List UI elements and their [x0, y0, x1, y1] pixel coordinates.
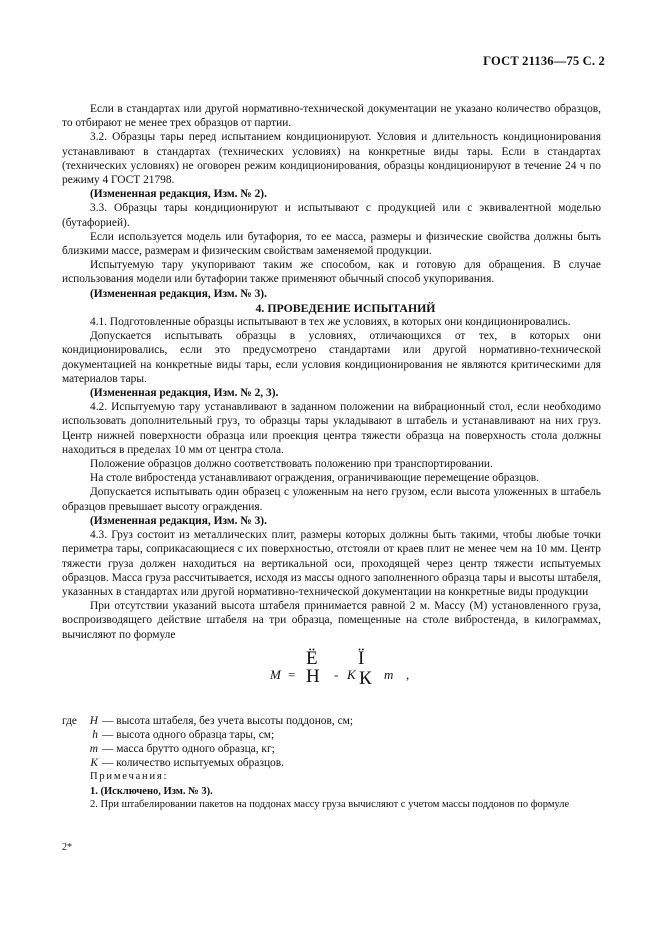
legend-row: [62, 714, 601, 728]
paragraph: Положение образцов должно соответствовать положению при транспортировании.: [90, 458, 493, 471]
edition-note: (Измененная редакция, Изм. № 2).: [90, 188, 267, 201]
note-item: 2. При штабелировании пакетов на поддонах массу груза вычисляют с учетом массы поддонов по формуле: [90, 798, 570, 810]
paragraph: Испытуемую тару укупоривают таким же способом, как и готовую для обращения. В случае использования модели или бутафории также применяют обычный способ укупоривания.: [62, 259, 601, 286]
formula-k: K: [347, 666, 356, 682]
formula-glyph-top: Ё: [306, 647, 315, 669]
formula-m: m: [384, 666, 394, 682]
page-header: ГОСТ 21136—75 С. 2: [483, 54, 605, 68]
document-body: [62, 102, 601, 811]
notes-title: Примечания:: [90, 771, 169, 783]
paragraph: 3.2. Образцы тары перед испытанием кондиционируют. Условия и длительность кондиционирования устанавливают в стандартах (технических условиях) на конкретные виды тары. Если в стандартах (технических условиях) не оговорен режим кондиционирования, образцы кондиционируют в течение 24 ч по режиму 4 ГОСТ 21798.: [62, 131, 601, 187]
formula-glyph2-bottom: К: [359, 667, 369, 689]
legend-row: [62, 756, 601, 770]
formula-equals: =: [288, 666, 296, 682]
paragraph: Если в стандартах или другой нормативно-технической документации не указано количество образцов, то отбирают не менее трех образцов от партии.: [62, 103, 601, 130]
legend-var: m: [89, 743, 98, 756]
edition-note: (Измененная редакция, Изм. № 3).: [90, 287, 267, 300]
formula-glyph2-top: Ї: [358, 647, 362, 669]
legend-var: K: [90, 757, 98, 770]
section-title: 4. ПРОВЕДЕНИЕ ИСПЫТАНИЙ: [255, 300, 436, 315]
paragraph: Допускается испытывать один образец с уложенным на него грузом, если высота уложенных в штабель образцов превышает высоту ограждения.: [62, 486, 601, 513]
formula-lhs: M: [270, 666, 281, 682]
legend-desc: — высота штабеля, без учета высоты поддонов, см;: [102, 714, 353, 727]
legend-intro: где: [62, 714, 77, 727]
legend-var: h: [92, 728, 98, 741]
paragraph: Допускается испытывать образцы в условиях, отличающихся от тех, в которых они кондиционировались, если это предусмотрено стандартами или другой нормативно-технической документацией на конкретные виды тары, если условия кондиционирования не являются критическими для материалов тары.: [62, 330, 601, 385]
paragraph: Если используется модель или бутафория, то ее масса, размеры и физические свойства должны быть близкими массе, размерам и физическим свойствам заменяемой продукции.: [62, 230, 601, 258]
paragraph: 4.2. Испытуемую тару устанавливают в заданном положении на вибрационный стол, если необходимо использовать дополнительный груз, то образцы тары укладывают в штабель и устанавливают на них груз. Центр нижней поверхности образца или проекция центра тяжести образца на поверхность стола должны находиться в пределах 10 мм от центра стола.: [62, 401, 601, 456]
legend-desc: — количество испытуемых образцов.: [102, 757, 284, 770]
edition-note: (Измененная редакция, Изм. № 2, 3).: [90, 387, 279, 400]
variable-legend: [62, 714, 601, 771]
edition-note: (Измененная редакция, Изм. № 3).: [90, 514, 267, 527]
note-item: 1. (Исключено, Изм. № 3).: [90, 785, 213, 797]
legend-var: H: [89, 714, 98, 727]
paragraph: 4.1. Подготовленные образцы испытывают в тех же условиях, в которых они кондиционировались.: [90, 316, 571, 329]
legend-row: [62, 728, 601, 742]
page-footer-mark: 2*: [62, 842, 72, 853]
legend-row: [62, 742, 601, 756]
legend-desc: — масса брутто одного образца, кг;: [102, 743, 275, 756]
paragraph: При отсутствии указаний высота штабеля принимается равной 2 м. Массу (M) установленного груза, воспроизводящего действие штабеля на три образца, помещенные на столе вибростенда, в килограммах, вычисляют по формуле: [62, 600, 601, 641]
paragraph: На столе вибростенда устанавливают ограждения, ограничивающие перемещение образцов.: [90, 472, 540, 485]
formula-glyph-bottom: Н: [306, 665, 317, 687]
formula-comma: ,: [406, 666, 410, 682]
paragraph: 4.3. Груз состоит из металлических плит, размеры которых должны быть такими, чтобы любые точки периметра тары, соприкасающиеся с их поверхностью, отстояли от краев плит не менее чем на 10 мм. Центр тяжести груза должен находиться на вертикальной оси, проходящей через центр тяжести испытуемых образцов. Масса груза рассчитывается, исходя из массы одного заполненного образца тары и высоты штабеля, указанных в стандартах или другой нормативно-технической документации на конкретные виды продукции: [62, 529, 601, 598]
paragraph: 3.3. Образцы тары кондиционируют и испытывают с продукцией или с эквивалентной моделью (бутафорией).: [62, 202, 601, 229]
legend-desc: — высота одного образца тары, см;: [102, 728, 275, 741]
mass-formula: [62, 648, 601, 710]
formula-minus: -: [334, 666, 339, 682]
